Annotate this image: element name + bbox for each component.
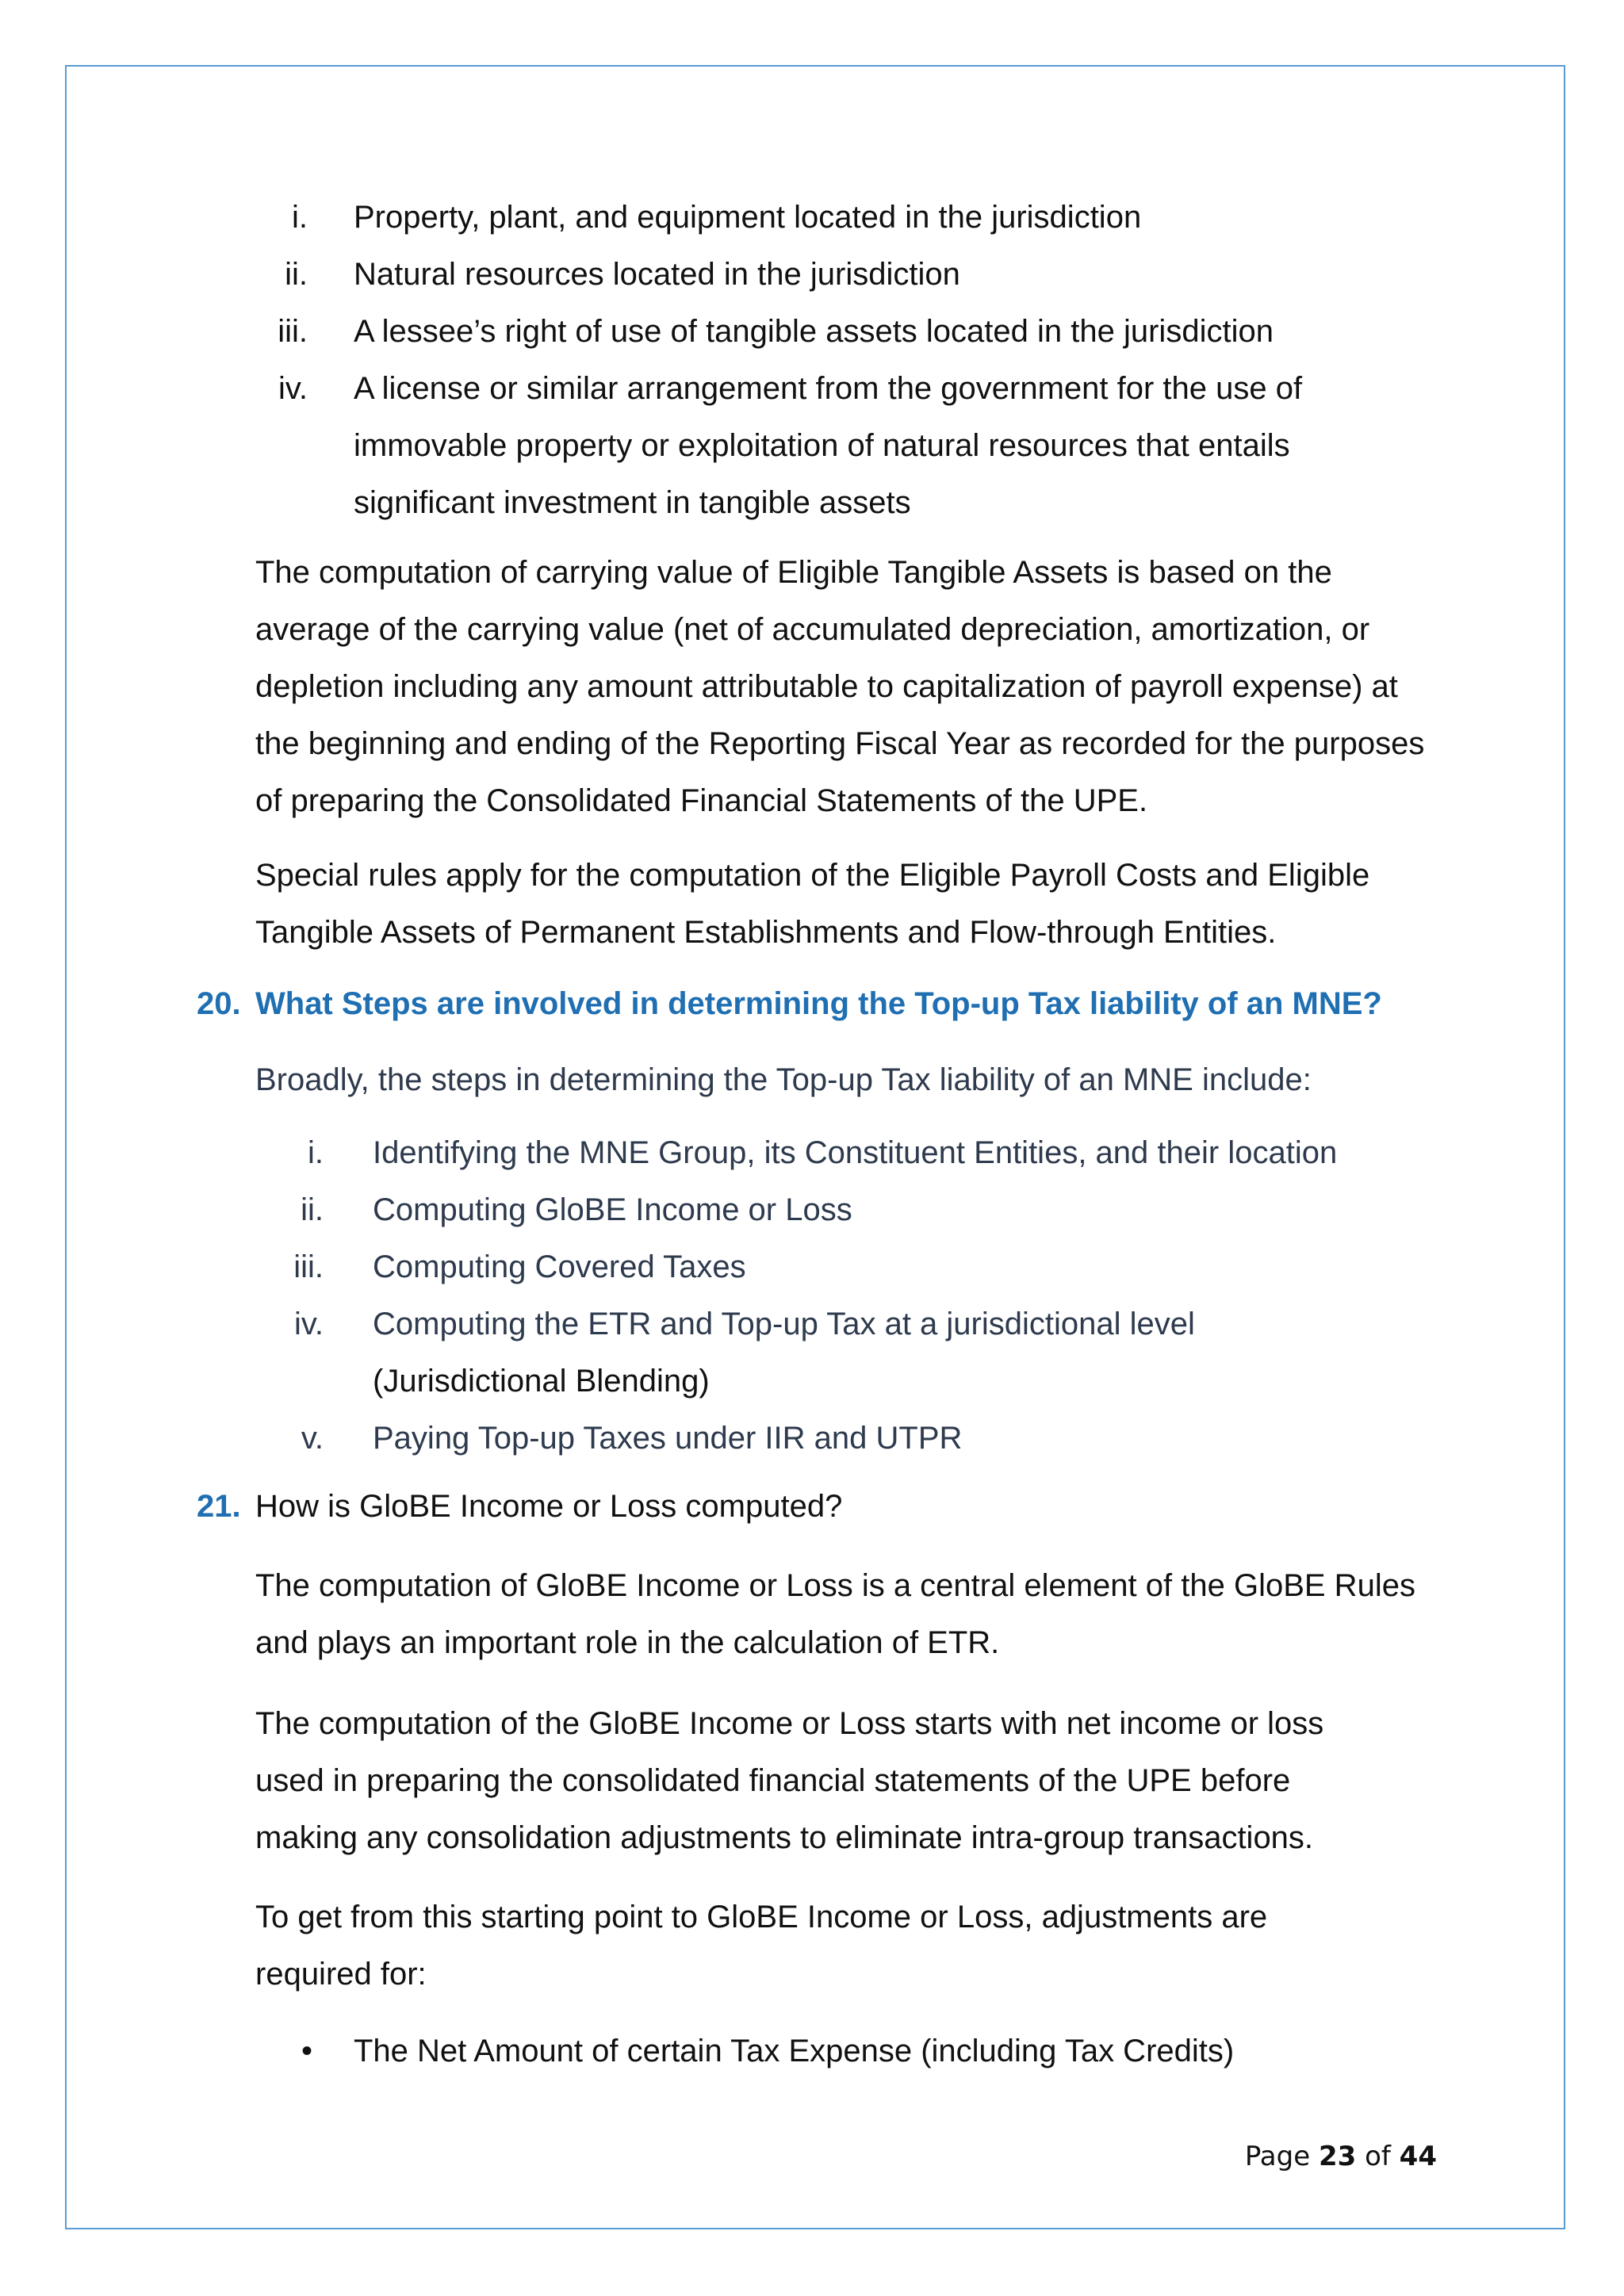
list-item-text-continued: (Jurisdictional Blending)	[373, 1364, 710, 1399]
topup-steps-list	[0, 1124, 1624, 1467]
bullet-text: The Net Amount of certain Tax Expense (including Tax Credits)	[354, 2034, 1235, 2068]
page-number-footer	[1245, 2139, 1437, 2174]
question-number: 21.	[197, 1489, 241, 1524]
list-item-text: Paying Top-up Taxes under IIR and UTPR	[373, 1421, 963, 1456]
central-element-paragraph: The computation of GloBE Income or Loss is a central element of the GloBE Rules and plays an important role in the calculation of ETR.	[255, 1568, 1415, 1660]
list-item	[0, 1295, 1624, 1410]
list-item-text: Property, plant, and equipment located in the jurisdiction	[354, 200, 1142, 235]
list-item-text: Natural resources located in the jurisdiction	[354, 257, 960, 292]
total-page-count: 44	[1399, 2141, 1437, 2172]
eta-computation-paragraph: The computation of carrying value of Eligible Tangible Assets is based on the average of the carrying value (net of accumulated depreciation, amortization, or depletion including any amount attributable to capitalization of payroll expense) at the beginning and ending of the Reporting Fiscal Year as recorded for the purposes of preparing the Consolidated Financial Statements of the UPE.	[255, 555, 1425, 818]
list-item-text: A license or similar arrangement from the government for the use of immovable property or exploitation of natural resources that entails significant investment in tangible assets	[354, 371, 1303, 520]
steps-intro-paragraph: Broadly, the steps in determining the Top-up Tax liability of an MNE include:	[255, 1062, 1312, 1097]
list-item-number: i.	[292, 200, 308, 235]
adjustments-bullet-item	[301, 2022, 1234, 2080]
list-item	[0, 1181, 1624, 1238]
footer-of: of	[1365, 2141, 1391, 2172]
current-page-number: 23	[1318, 2141, 1357, 2172]
list-item-number: iii.	[278, 314, 308, 349]
question-20-heading	[197, 975, 1465, 1032]
list-item-text: A lessee’s right of use of tangible assets located in the jurisdiction	[354, 314, 1274, 349]
list-item-number: i.	[308, 1135, 324, 1170]
list-item-text: Computing the ETR and Top-up Tax at a jurisdictional level	[373, 1307, 1195, 1341]
list-item	[0, 189, 1624, 246]
list-item-number: iii.	[293, 1249, 324, 1284]
question-21-heading	[197, 1478, 1465, 1535]
question-text: How is GloBE Income or Loss computed?	[255, 1489, 843, 1524]
list-item-number: v.	[301, 1421, 324, 1456]
list-item	[0, 246, 1624, 303]
list-item	[0, 1238, 1624, 1295]
list-item	[0, 360, 1624, 531]
footer-prefix: Page	[1244, 2141, 1311, 2172]
eligible-assets-list	[0, 189, 1624, 531]
starting-point-paragraph: The computation of the GloBE Income or Loss starts with net income or loss used in preparing the consolidated financial statements of the UPE before making any consolidation adjustments to eliminate intra-group transactions.	[255, 1706, 1324, 1855]
list-item-number: ii.	[301, 1192, 324, 1227]
question-text: What Steps are involved in determining the Top-up Tax liability of an MNE?	[255, 986, 1382, 1021]
list-item	[0, 1124, 1624, 1181]
list-item	[0, 303, 1624, 360]
bullet-icon: •	[301, 2034, 313, 2068]
list-item-number: ii.	[285, 257, 308, 292]
list-item-text: Identifying the MNE Group, its Constituent Entities, and their location	[373, 1135, 1338, 1170]
list-item	[0, 1410, 1624, 1467]
list-item-text: Computing GloBE Income or Loss	[373, 1192, 852, 1227]
adjustments-intro-paragraph: To get from this starting point to GloBE Income or Loss, adjustments are required for:	[255, 1900, 1268, 1992]
list-item-number: iv.	[278, 371, 308, 406]
question-number: 20.	[197, 986, 241, 1021]
list-item-text: Computing Covered Taxes	[373, 1249, 746, 1284]
special-rules-paragraph: Special rules apply for the computation of the Eligible Payroll Costs and Eligible Tangible Assets of Permanent Establishments and Flow-through Entities.	[255, 858, 1370, 950]
list-item-number: iv.	[293, 1307, 324, 1341]
